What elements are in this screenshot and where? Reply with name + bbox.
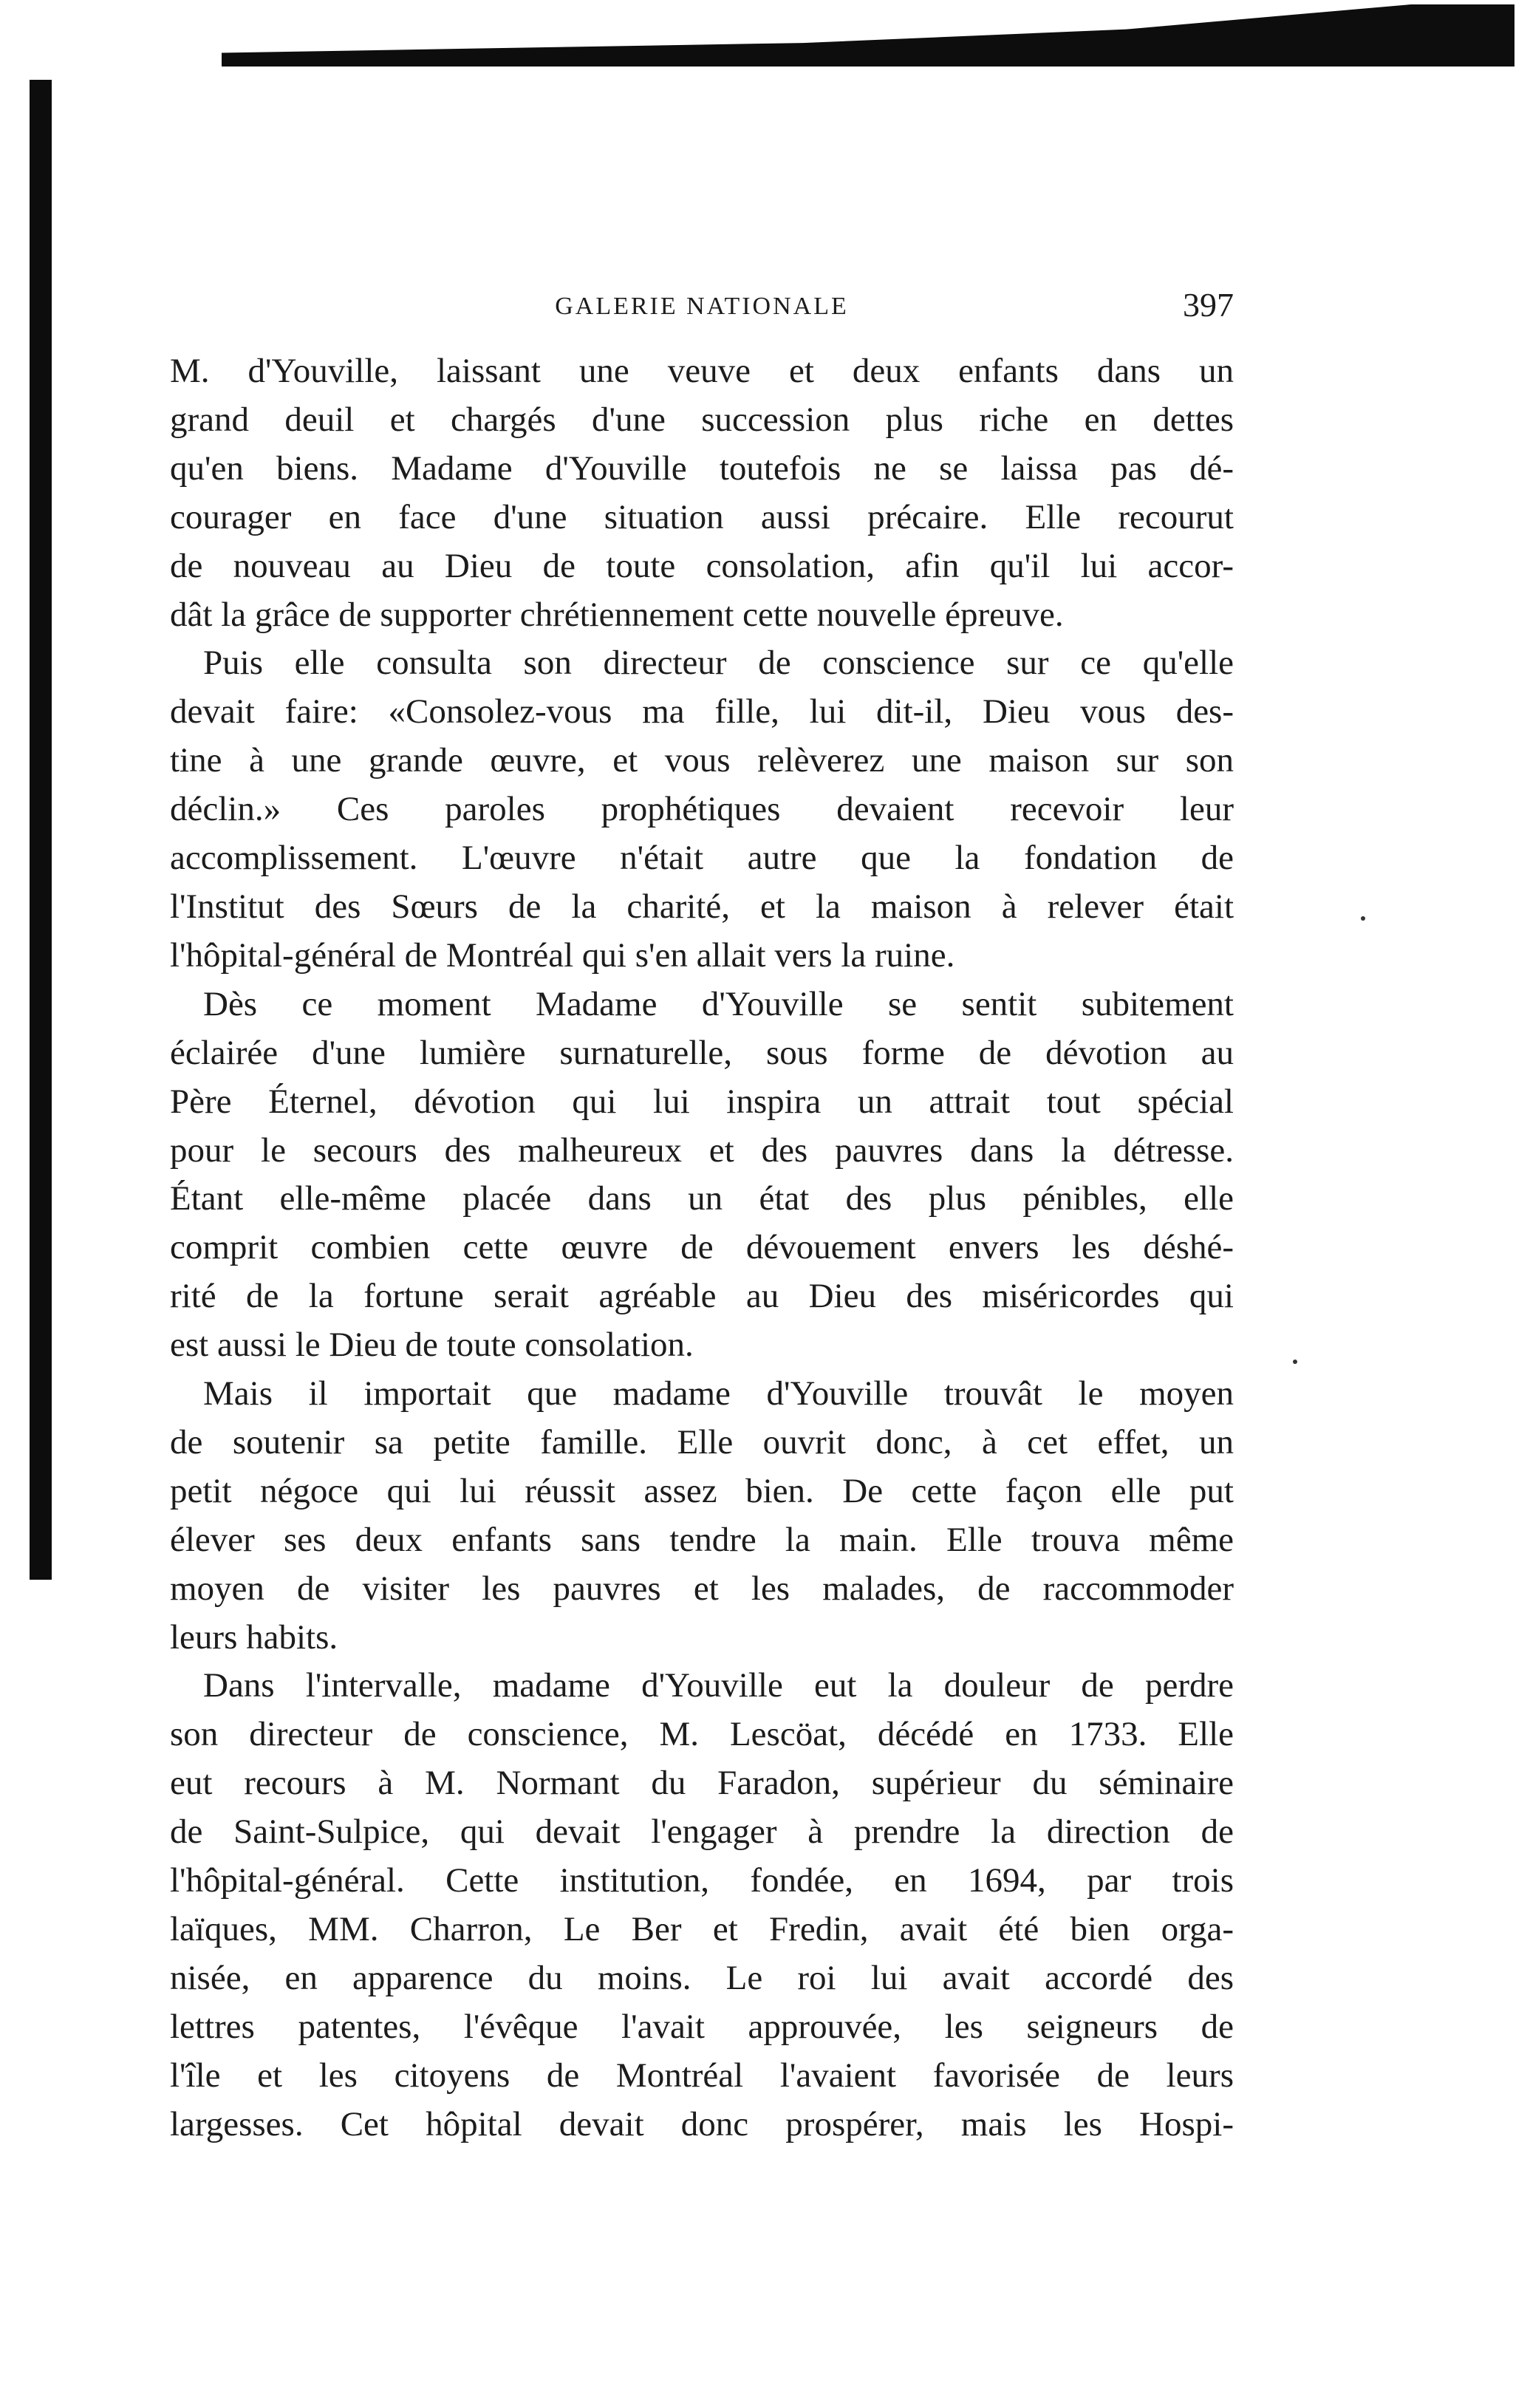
page-number: 397 xyxy=(1183,286,1234,324)
text-line: laïques, MM. Charron, Le Ber et Fredin, avait été bien orga- xyxy=(170,1910,1234,1948)
text-line: élever ses deux enfants sans tendre la main. Elle trouva même xyxy=(170,1520,1234,1559)
text-line: éclairée d'une lumière surnaturelle, sous forme de dévotion au xyxy=(170,1033,1234,1072)
text-line: son directeur de conscience, M. Lescöat, décédé en 1733. Elle xyxy=(170,1715,1234,1754)
text-line: Étant elle-même placée dans un état des plus pénibles, elle xyxy=(170,1179,1234,1218)
text-line: tine à une grande œuvre, et vous relèverez une maison sur son xyxy=(170,741,1234,780)
text-line: Dès ce moment Madame d'Youville se sentit subitement xyxy=(203,984,1234,1023)
text-line: de nouveau au Dieu de toute consolation, afin qu'il lui accor- xyxy=(170,546,1234,585)
scan-speck xyxy=(1293,1360,1297,1364)
text-line: est aussi le Dieu de toute consolation. xyxy=(170,1326,694,1365)
text-line: de soutenir sa petite famille. Elle ouvrit donc, à cet effet, un xyxy=(170,1422,1234,1461)
text-line: l'hôpital-général de Montréal qui s'en allait vers la ruine. xyxy=(170,935,955,975)
scan-edge-left xyxy=(30,80,52,1580)
text-line: qu'en biens. Madame d'Youville toutefois ne se laissa pas dé- xyxy=(170,448,1234,488)
text-line: l'Institut des Sœurs de la charité, et la maison à relever était xyxy=(170,887,1234,926)
page-header xyxy=(170,285,1234,337)
text-line: Mais il importait que madame d'Youville trouvât le moyen xyxy=(203,1374,1234,1413)
text-line: rité de la fortune serait agréable au Dieu des miséricordes qui xyxy=(170,1277,1234,1316)
running-title: GALERIE NATIONALE xyxy=(555,293,849,320)
text-line: moyen de visiter les pauvres et les malades, de raccommoder xyxy=(170,1569,1234,1608)
text-line: accomplissement. L'œuvre n'était autre que la fondation de xyxy=(170,839,1234,878)
text-line: pour le secours des malheureux et des pauvres dans la détresse. xyxy=(170,1130,1234,1170)
text-line: eut recours à M. Normant du Faradon, supérieur du séminaire xyxy=(170,1764,1234,1803)
text-line: Dans l'intervalle, madame d'Youville eut la douleur de perdre xyxy=(203,1666,1234,1705)
text-line: devait faire: «Consolez-vous ma fille, lui dit-il, Dieu vous des- xyxy=(170,692,1234,731)
text-line: Puis elle consulta son directeur de conscience sur ce qu'elle xyxy=(203,644,1234,683)
text-line: leurs habits. xyxy=(170,1617,338,1657)
scan-edge-top xyxy=(222,4,1514,66)
text-line: largesses. Cet hôpital devait donc prospérer, mais les Hospi- xyxy=(170,2104,1234,2143)
text-line: de Saint-Sulpice, qui devait l'engager à prendre la direction de xyxy=(170,1812,1234,1852)
text-line: dât la grâce de supporter chrétiennement cette nouvelle épreuve. xyxy=(170,595,1064,634)
text-line: grand deuil et chargés d'une succession plus riche en dettes xyxy=(170,400,1234,439)
text-line: courager en face d'une situation aussi précaire. Elle recourut xyxy=(170,497,1234,536)
text-line: lettres patentes, l'évêque l'avait approuvée, les seigneurs de xyxy=(170,2007,1234,2046)
scan-speck xyxy=(1361,916,1365,921)
text-line: nisée, en apparence du moins. Le roi lui avait accordé des xyxy=(170,1958,1234,1997)
text-line: l'hôpital-général. Cette institution, fondée, en 1694, par trois xyxy=(170,1861,1234,1900)
text-line: M. d'Youville, laissant une veuve et deux enfants dans un xyxy=(170,352,1234,390)
page-body xyxy=(170,347,1234,2149)
text-line: comprit combien cette œuvre de dévouement envers les déshé- xyxy=(170,1228,1234,1267)
text-line: Père Éternel, dévotion qui lui inspira un attrait tout spécial xyxy=(170,1082,1234,1121)
text-line: l'île et les citoyens de Montréal l'avaient favorisée de leurs xyxy=(170,2056,1234,2095)
text-line: déclin.» Ces paroles prophétiques devaient recevoir leur xyxy=(170,790,1234,829)
text-line: petit négoce qui lui réussit assez bien. De cette façon elle put xyxy=(170,1471,1234,1510)
